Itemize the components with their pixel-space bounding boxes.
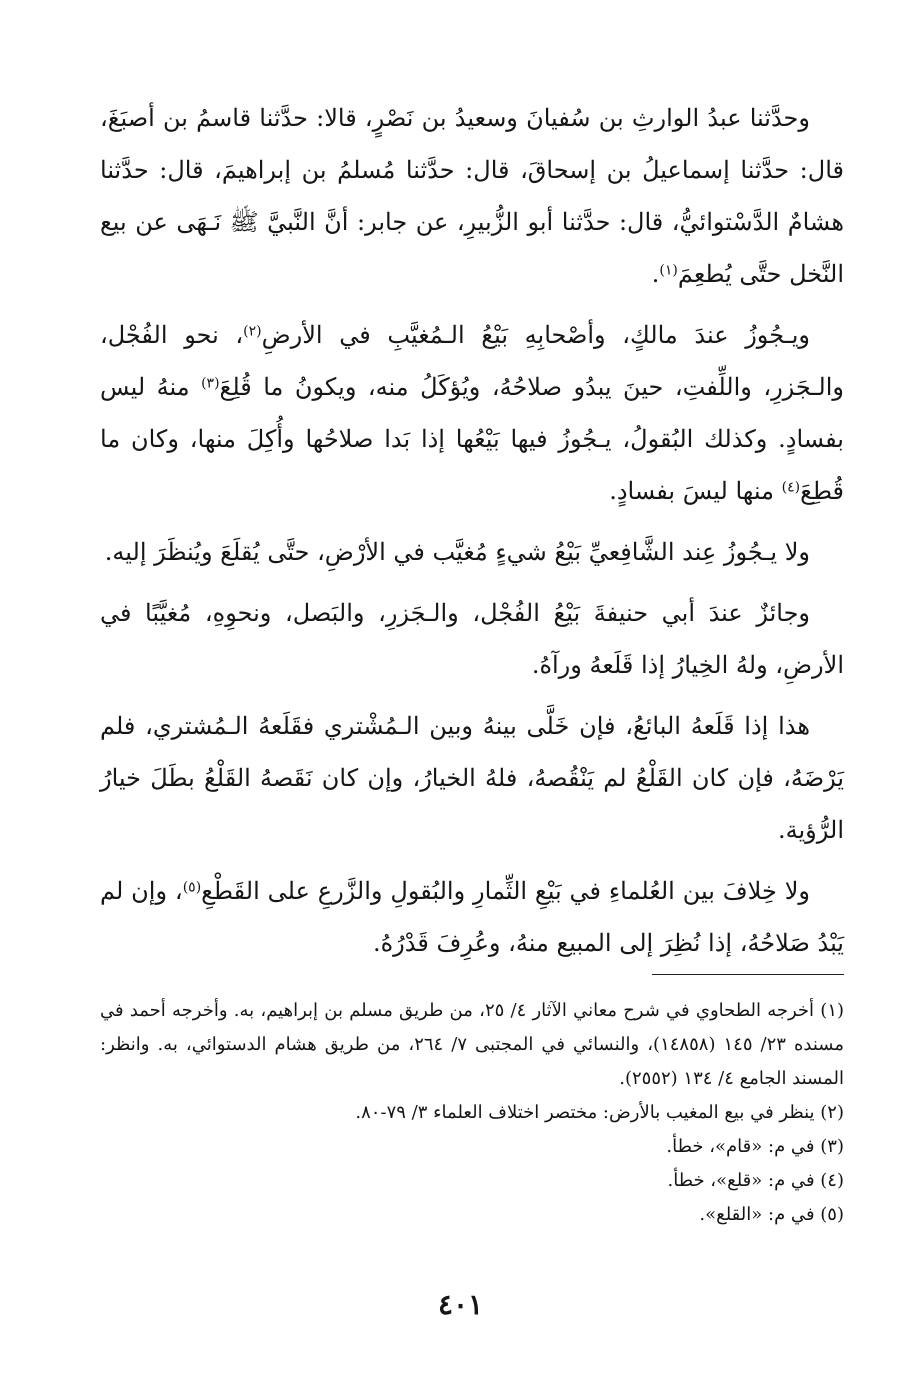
footnote-ref-2[interactable]: (٢) — [243, 323, 262, 340]
paragraph-text: هذا إذا قَلَعهُ البائعُ، فإن خَلَّى بينهُ وبين الـمُشْتري فقَلَعهُ الـمُشتري، فلم يَرْضَهُ، فإن كان القَلْعُ لم يَنْقُصهُ، فلهُ الخيارُ، وإن كان نَقَصهُ القَلْعُ بطَلَ خيارُ الرُّؤية. — [100, 712, 844, 844]
paragraph-text: ولا يـجُوزُ عِند الشَّافِعيِّ بَيْعُ شيءٍ مُغيَّب في الأرْضِ، حتَّى يُقلَعَ ويُنظَرَ إليه. — [104, 538, 810, 566]
page-number: ٤٠١ — [437, 1288, 484, 1321]
paragraph-text: ويـجُوزُ عندَ مالكٍ، وأصْحابِهِ بَيْعُ الـمُغيَّبِ في الأرضِ — [261, 321, 811, 349]
paragraph-text: وحدَّثنا عبدُ الوارثِ بن سُفيانَ وسعيدُ بن نَصْرٍ، قالا: حدَّثنا قاسمُ بن أصبَغَ، قال: حدَّثنا إسماعيلُ بن إسحاقَ، قال: حدَّثنا مُسلمُ بن إبراهيمَ، قال: حدَّثنا هشامٌ الدَّسْتوائيُّ، قال: حدَّثنا أبو الزُّبيرِ، عن جابر: أنَّ النَّبيَّ ﷺ نَـهَى عن بيع النَّخل حتَّى يُطعِمَ — [100, 104, 844, 288]
footnote-1: (١) أخرجه الطحاوي في شرح معاني الآثار ٤/ ٢٥، من طريق مسلم بن إبراهيم، به. وأخرجه أحمد في مسنده ٢٣/ ١٤٥ (١٤٨٥٨)، والنسائي في المجتبى ٧/ ٢٦٤، من طريق هشام الدستوائي، به. وانظر: المسند الجامع ٤/ ١٣٤ (٢٥٥٢). — [100, 1000, 845, 1089]
footnote-ref-5[interactable]: (٥) — [182, 879, 202, 896]
paragraph-text: ولا خِلافَ بين العُلماءِ في بَيْعِ الثِّمارِ والبُقولِ والزَّرعِ على القَطْعِ — [201, 877, 810, 905]
footnote-3: (٣) في م: «قام»، خطأ. — [666, 1136, 844, 1157]
paragraph-text-4: منها ليسَ بفسادٍ. — [609, 477, 782, 505]
paragraph-malik — [100, 309, 844, 517]
paragraph-text-2: ، نحو الفُجْل، والـجَزرِ، واللِّفتِ، حينَ يبدُو صلاحُهُ، ويُؤكَلُ منه، ويكونُ ما قُلِعَ — [100, 321, 844, 401]
main-text — [100, 92, 844, 978]
footnote-ref-3[interactable]: (٣) — [201, 375, 220, 392]
paragraph-tail: . — [651, 260, 660, 288]
paragraph-seller — [100, 700, 844, 856]
footnote-2: (٢) ينظر في بيع المغيب بالأرض: مختصر اختلاف العلماء ٣/ ٧٩-٨٠. — [355, 1102, 844, 1123]
paragraph-text-3: منهُ ليس بفسادٍ. وكذلك البُقولُ، يـجُوزُ فيها بَيْعُها إذا بَدا صلاحُها وأُكِلَ منها، وكان ما قُطِعَ — [100, 373, 844, 505]
footnote-ref-1[interactable]: (١) — [659, 262, 678, 279]
footnotes — [100, 994, 844, 1232]
footnote-5: (٥) في م: «القلع». — [699, 1204, 844, 1225]
paragraph-shafii — [100, 526, 844, 578]
paragraph-tail: ، وإن لم يَبْدُ صَلاحُهُ، إذا نُظِرَ إلى المبيع منهُ، وعُرِفَ قَدْرُهُ. — [100, 877, 844, 957]
footnote-separator — [652, 974, 844, 975]
paragraph-hadith — [100, 92, 844, 300]
footnote-4: (٤) في م: «قلع»، خطأ. — [667, 1170, 844, 1191]
paragraph-abu-hanifa — [100, 587, 844, 691]
footnote-ref-4[interactable]: (٤) — [781, 479, 801, 496]
paragraph-consensus — [100, 865, 844, 969]
paragraph-text: وجائزٌ عندَ أبي حنيفةَ بَيْعُ الفُجْل، والـجَزرِ، والبَصل، ونحوِهِ، مُغيَّبًا في الأرضِ، ولهُ الخِيارُ إذا قَلَعهُ ورآهُ. — [100, 599, 844, 679]
